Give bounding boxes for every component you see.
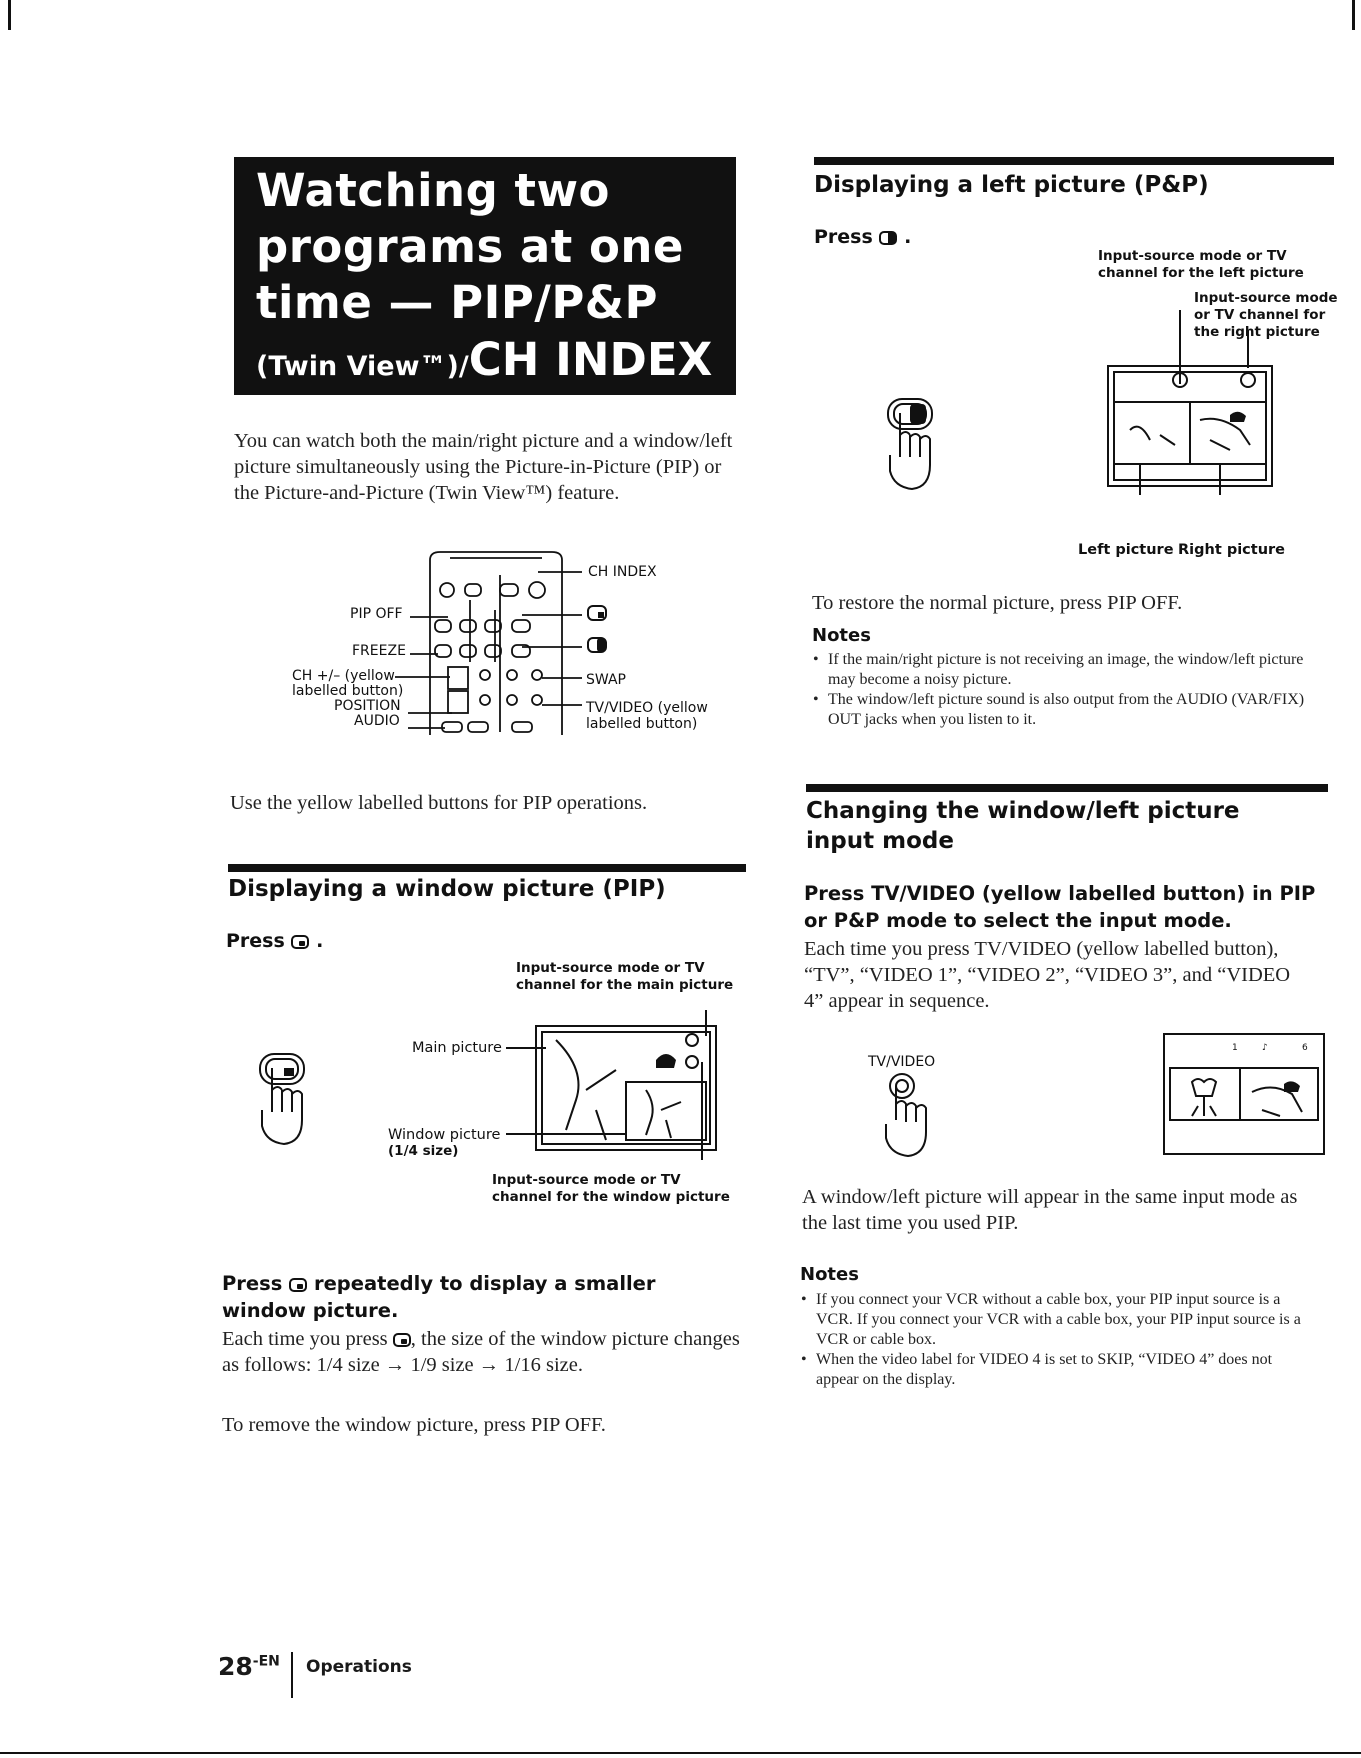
window-picture-label: Window picture: [388, 1127, 501, 1143]
list-item: • If you connect your VCR without a cable box, your PIP input source is a VCR. If you connect your VCR with a cable box, your PIP input source is a VCR or cable box.: [800, 1290, 1310, 1350]
footer-divider: [291, 1652, 293, 1698]
svg-text:6: 6: [1302, 1043, 1308, 1053]
pip-button-icon: [289, 1278, 307, 1292]
title-sub-small: (Twin View™)/: [256, 351, 469, 382]
label-ch-2: labelled button): [292, 683, 404, 699]
pip-tv-diagram: [506, 1010, 736, 1160]
label-pip-off: PIP OFF: [350, 606, 403, 622]
right-picture-label: Right picture: [1178, 542, 1286, 558]
smaller-heading-line2: window picture.: [222, 1299, 399, 1322]
page-title: [234, 157, 736, 395]
pp-press-label: Press: [814, 226, 873, 248]
pip-heading: Displaying a window picture (PIP): [228, 876, 666, 902]
crop-mark: [8, 0, 11, 30]
pp-caption-right-2: or TV channel for: [1194, 307, 1326, 323]
section-rule: [814, 157, 1334, 165]
hand-press-icon: [252, 1050, 322, 1150]
pp-press-line: Press .: [814, 226, 912, 248]
tvvideo-label: TV/VIDEO: [868, 1054, 936, 1070]
label-ch-index: CH INDEX: [588, 564, 657, 580]
label-audio: AUDIO: [354, 713, 400, 729]
title-line-2: programs at one: [256, 220, 684, 273]
remote-diagram: [290, 550, 750, 740]
pp-tv-diagram: [1100, 310, 1280, 495]
pip-caption-bottom-2: channel for the window picture: [492, 1189, 730, 1205]
input-mode-heading-line1: Changing the window/left picture: [806, 798, 1240, 824]
input-notes-list: [800, 1290, 1310, 1390]
input-mode-heading-line2: input mode: [806, 828, 954, 854]
title-subline: [256, 333, 714, 386]
page-number-suffix: -EN: [252, 1653, 280, 1670]
list-item: • When the video label for VIDEO 4 is set to SKIP, “VIDEO 4” does not appear on the display.: [800, 1350, 1310, 1390]
pp-button-icon: [879, 231, 897, 245]
input-mode-instruction: Press TV/VIDEO (yellow labelled button) in PIP or P&P mode to select the input mode.: [804, 882, 1316, 932]
input-mode-heading: [806, 796, 1240, 856]
label-tvvideo: TV/VIDEO (yellow: [586, 700, 708, 716]
intro-paragraph: You can watch both the main/right picture and a window/left picture simultaneously using the Picture-in-Picture (PIP) or the Picture-and-Picture (Twin View™) feature.: [234, 430, 733, 504]
label-position: POSITION: [334, 698, 401, 714]
label-ch: CH +/– (yellow: [292, 668, 395, 684]
section-rule: [806, 784, 1328, 792]
smaller-body-rest: , the size of the window picture changes as follows: 1/4 size → 1/9 size → 1/16 size.: [222, 1328, 740, 1376]
label-tvvideo-2: labelled button): [586, 716, 698, 732]
title-line-3: time — PIP/P&P: [256, 276, 659, 329]
pip-press-line: Press .: [226, 930, 324, 952]
label-freeze: FREEZE: [352, 643, 406, 659]
restore-text: To restore the normal picture, press PIP OFF.: [812, 592, 1183, 614]
crop-mark: [1352, 0, 1355, 30]
title-line-1: Watching two: [256, 164, 610, 217]
footer-section: Operations: [306, 1657, 412, 1677]
pip-button-icon: [393, 1333, 411, 1347]
hand-press-icon: [880, 395, 950, 495]
left-picture-label: Left picture: [1078, 542, 1174, 558]
smaller-heading-press: Press: [222, 1272, 283, 1295]
input-mode-tv-diagram: [1162, 1032, 1328, 1158]
hand-press-icon: [872, 1070, 942, 1160]
smaller-body-start: Each time you press: [222, 1328, 388, 1350]
window-size-label: (1/4 size): [388, 1143, 459, 1159]
smaller-heading-rest: repeatedly to display a smaller: [313, 1272, 656, 1295]
bottom-rule: [0, 1752, 1361, 1754]
input-mode-after: A window/left picture will appear in the same input mode as the last time you used PIP.: [802, 1186, 1298, 1234]
pp-caption-left-1: Input-source mode or TV: [1098, 248, 1287, 264]
pp-caption-left-2: channel for the left picture: [1098, 265, 1304, 281]
pp-notes-list: [812, 650, 1312, 730]
list-item: • The window/left picture sound is also output from the AUDIO (VAR/FIX) OUT jacks when you listen to it.: [812, 690, 1312, 730]
input-notes-heading: Notes: [800, 1264, 859, 1285]
pip-caption-bottom-1: Input-source mode or TV: [492, 1172, 681, 1188]
pp-caption-right-1: Input-source mode: [1194, 290, 1338, 306]
label-swap: SWAP: [586, 672, 626, 688]
svg-text:♪: ♪: [1262, 1043, 1268, 1053]
pip-caption-top-1: Input-source mode or TV: [516, 960, 705, 976]
smaller-window-heading: [222, 1270, 742, 1324]
yellow-buttons-note: Use the yellow labelled buttons for PIP operations.: [230, 792, 648, 814]
remove-window-text: To remove the window picture, press PIP OFF.: [222, 1414, 606, 1436]
input-mode-body: Each time you press TV/VIDEO (yellow labelled button), “TV”, “VIDEO 1”, “VIDEO 2”, “VIDEO 3”, and “VIDEO 4” appear in sequence.: [804, 938, 1291, 1012]
page-number-value: 28: [218, 1652, 253, 1681]
page-number: [218, 1652, 280, 1681]
smaller-window-body: [222, 1326, 742, 1378]
list-item: • If the main/right picture is not receiving an image, the window/left picture may become a noisy picture.: [812, 650, 1312, 690]
pp-caption-right-3: the right picture: [1194, 324, 1320, 340]
pp-heading: Displaying a left picture (P&P): [814, 172, 1209, 198]
title-sub-big: CH INDEX: [468, 333, 713, 386]
pp-notes-heading: Notes: [812, 625, 871, 646]
pip-button-icon: [291, 935, 309, 949]
pip-press-label: Press: [226, 930, 285, 952]
svg-text:1: 1: [1232, 1043, 1238, 1053]
pip-caption-top-2: channel for the main picture: [516, 977, 734, 993]
main-picture-label: Main picture: [412, 1040, 502, 1056]
section-rule: [228, 864, 746, 872]
